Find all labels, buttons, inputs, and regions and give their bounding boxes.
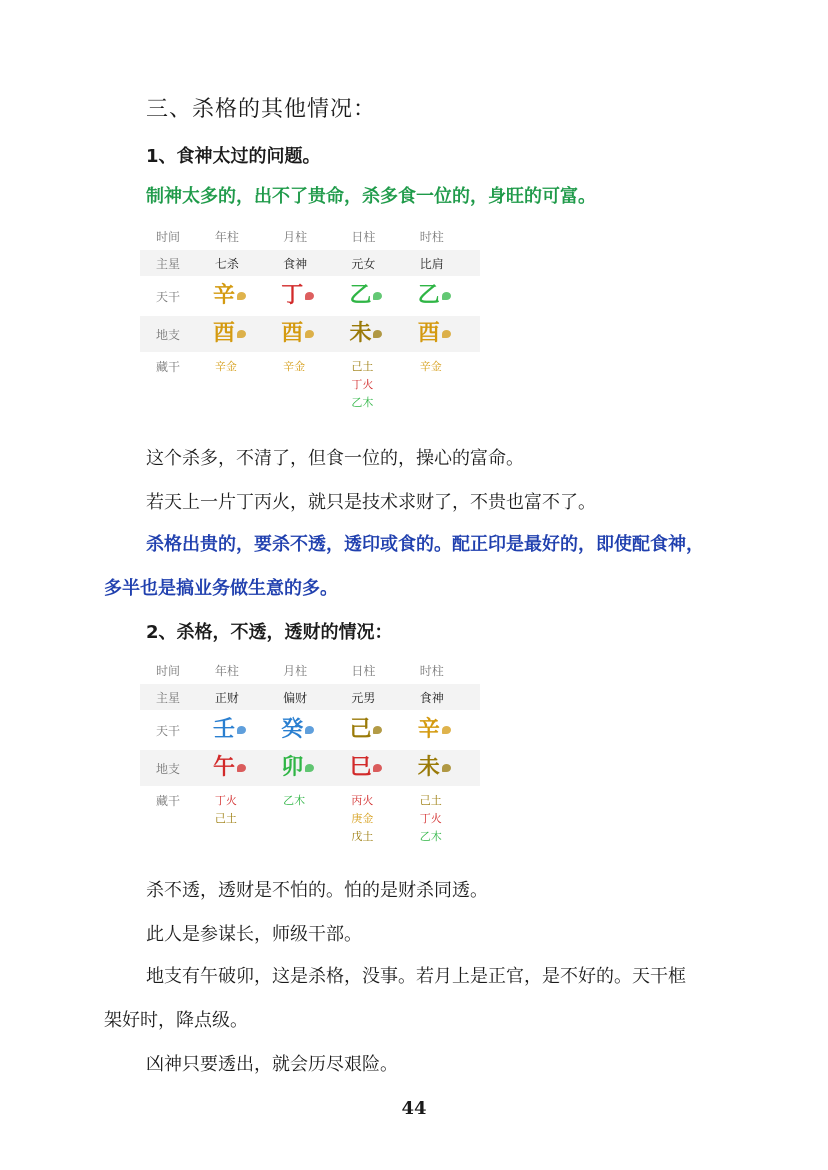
row-label: 主星	[156, 690, 181, 705]
hidden-stem: 乙木	[351, 396, 374, 409]
heavenly-stem: 辛	[417, 717, 440, 742]
chart-star-row	[140, 684, 480, 710]
hidden-stem: 丁火	[419, 812, 442, 825]
earthly-branch-cell	[343, 323, 411, 345]
heavenly-stem: 乙	[349, 283, 372, 308]
chart-star-row	[140, 250, 480, 276]
heavenly-stem: 癸	[281, 717, 304, 742]
heavenly-stem: 丁	[281, 283, 304, 308]
paragraph: 凶神只要透出，就会历尽艰险。	[146, 1054, 398, 1075]
hidden-stem: 戊土	[351, 830, 374, 843]
hidden-stems	[275, 792, 343, 810]
paragraph: 此人是参谋长，师级干部。	[146, 924, 362, 945]
chart-header-row	[140, 656, 480, 684]
column-header: 时柱	[419, 663, 444, 678]
row-label: 藏干	[156, 360, 181, 374]
heavenly-stem: 壬	[212, 717, 235, 742]
hidden-stem: 丁火	[351, 378, 374, 391]
heavenly-stem-cell	[343, 285, 411, 307]
page-number: 44	[401, 1098, 427, 1119]
bazi-chart-1	[140, 222, 480, 412]
hidden-stem: 己土	[214, 812, 237, 825]
earthly-branch-cell	[275, 323, 343, 345]
element-icon	[237, 726, 246, 734]
element-icon	[305, 292, 314, 300]
row-label: 天干	[156, 723, 181, 738]
paragraph: 这个杀多，不清了，但食一位的，操心的富命。	[146, 448, 524, 469]
earthly-branch-cell	[207, 757, 275, 779]
element-icon	[237, 292, 246, 300]
element-icon	[305, 764, 314, 772]
hidden-stem: 乙木	[419, 830, 442, 843]
row-label: 主星	[156, 256, 181, 271]
earthly-branch-cell	[343, 757, 411, 779]
heavenly-stem-cell	[275, 719, 343, 741]
paragraph: 地支有午破卯，这是杀格，没事。若月上是正官，是不好的。天干框	[146, 966, 686, 987]
hidden-stems	[207, 358, 275, 376]
main-star: 七杀	[214, 256, 239, 271]
main-star: 元女	[351, 256, 376, 271]
hidden-stem: 辛金	[419, 360, 442, 373]
row-label: 天干	[156, 289, 181, 304]
row-label: 地支	[156, 327, 181, 342]
element-icon	[237, 764, 246, 772]
main-star: 食神	[283, 256, 308, 271]
earthly-branch-cell	[412, 323, 480, 345]
row-label: 地支	[156, 761, 181, 776]
paragraph: 若天上一片丁丙火，就只是技术求财了，不贵也富不了。	[146, 492, 596, 513]
chart-hidden-row	[140, 786, 480, 846]
earthly-branch: 未	[417, 755, 440, 780]
heavenly-stem: 辛	[212, 283, 235, 308]
heavenly-stem-cell	[207, 285, 275, 307]
chart-gan-row	[140, 276, 480, 316]
chart-hidden-row	[140, 352, 480, 412]
chart-zhi-row	[140, 316, 480, 352]
hidden-stems	[207, 792, 275, 828]
column-header: 年柱	[214, 229, 239, 244]
column-header: 日柱	[351, 663, 376, 678]
hidden-stems	[343, 792, 411, 846]
hidden-stem: 己土	[419, 794, 442, 807]
chart-header-row	[140, 222, 480, 250]
element-icon	[442, 330, 451, 338]
element-icon	[373, 292, 382, 300]
row-label: 时间	[156, 663, 181, 678]
blue-highlight-text: 杀格出贵的，要杀不透，透印或食的。配正印是最好的，即使配食神，	[146, 534, 704, 555]
element-icon	[373, 726, 382, 734]
main-star: 食神	[419, 690, 444, 705]
column-header: 日柱	[351, 229, 376, 244]
earthly-branch: 午	[212, 755, 235, 780]
green-highlight-text: 制神太多的，出不了贵命，杀多食一位的，身旺的可富。	[146, 186, 596, 207]
main-star: 元男	[351, 690, 376, 705]
main-star: 比肩	[419, 256, 444, 271]
hidden-stem: 辛金	[214, 360, 237, 373]
column-header: 时柱	[419, 229, 444, 244]
element-icon	[373, 764, 382, 772]
heavenly-stem-cell	[412, 285, 480, 307]
section-title: 三、杀格的其他情况：	[146, 97, 377, 122]
hidden-stem: 乙木	[283, 794, 306, 807]
earthly-branch: 未	[349, 321, 372, 346]
hidden-stem: 丁火	[214, 794, 237, 807]
bazi-chart-2	[140, 656, 480, 846]
earthly-branch: 巳	[349, 755, 372, 780]
heavenly-stem-cell	[207, 719, 275, 741]
hidden-stems	[343, 358, 411, 412]
column-header: 年柱	[214, 663, 239, 678]
heavenly-stem: 乙	[417, 283, 440, 308]
element-icon	[237, 330, 246, 338]
hidden-stem: 庚金	[351, 812, 374, 825]
earthly-branch: 卯	[281, 755, 304, 780]
paragraph: 架好时，降点级。	[104, 1010, 248, 1031]
row-label: 时间	[156, 229, 181, 244]
element-icon	[305, 726, 314, 734]
column-header: 月柱	[283, 663, 308, 678]
hidden-stems	[275, 358, 343, 376]
chart-gan-row	[140, 710, 480, 750]
heavenly-stem-cell	[412, 719, 480, 741]
heavenly-stem-cell	[275, 285, 343, 307]
subsection-1-heading: 1、食神太过的问题。	[146, 146, 321, 167]
element-icon	[373, 330, 382, 338]
chart-zhi-row	[140, 750, 480, 786]
element-icon	[442, 726, 451, 734]
earthly-branch: 酉	[417, 321, 440, 346]
earthly-branch-cell	[412, 757, 480, 779]
main-star: 正财	[214, 690, 239, 705]
hidden-stems	[412, 358, 480, 376]
main-star: 偏财	[283, 690, 308, 705]
hidden-stem: 辛金	[283, 360, 306, 373]
paragraph: 杀不透，透财是不怕的。怕的是财杀同透。	[146, 880, 488, 901]
earthly-branch-cell	[207, 323, 275, 345]
hidden-stem: 丙火	[351, 794, 374, 807]
element-icon	[442, 292, 451, 300]
element-icon	[442, 764, 451, 772]
column-header: 月柱	[283, 229, 308, 244]
heavenly-stem-cell	[343, 719, 411, 741]
hidden-stem: 己土	[351, 360, 374, 373]
hidden-stems	[412, 792, 480, 846]
element-icon	[305, 330, 314, 338]
earthly-branch: 酉	[212, 321, 235, 346]
subsection-2-heading: 2、杀格，不透，透财的情况：	[146, 622, 393, 643]
earthly-branch-cell	[275, 757, 343, 779]
earthly-branch: 酉	[281, 321, 304, 346]
row-label: 藏干	[156, 794, 181, 808]
blue-highlight-text: 多半也是搞业务做生意的多。	[104, 578, 338, 599]
heavenly-stem: 己	[349, 717, 372, 742]
